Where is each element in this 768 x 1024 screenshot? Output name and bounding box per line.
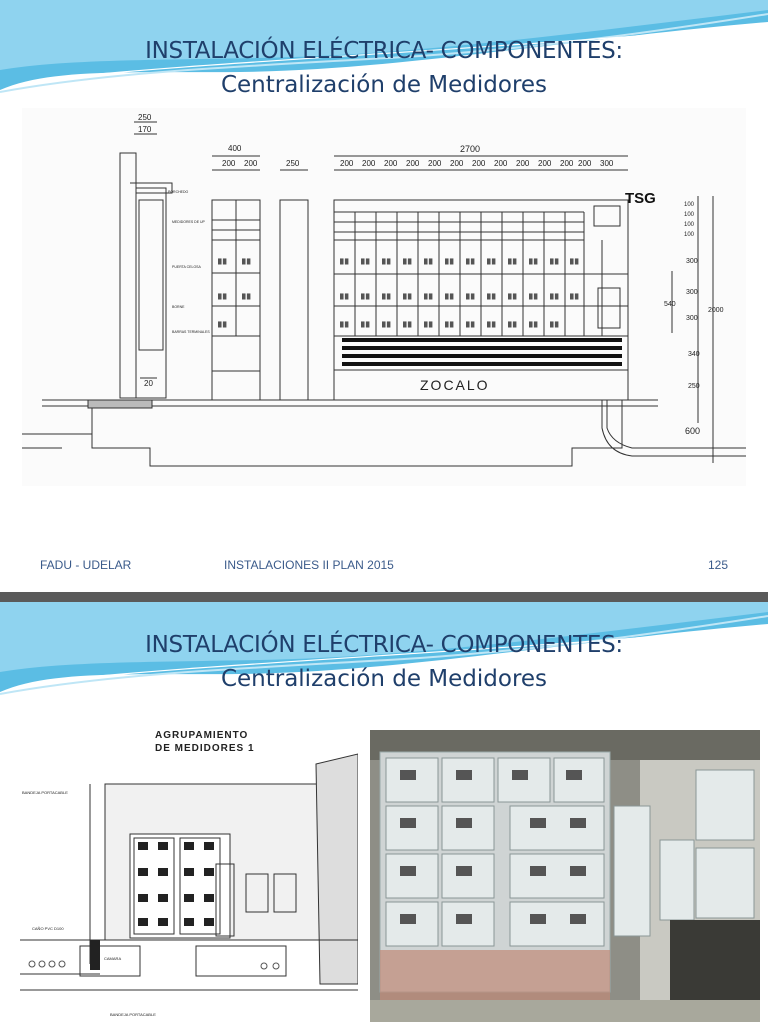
svg-text:█ █: █ █ [508, 322, 517, 328]
svg-text:█ █: █ █ [466, 322, 475, 328]
svg-text:540: 540 [664, 301, 676, 308]
svg-text:█ █: █ █ [445, 294, 454, 300]
meter-room-photo [370, 730, 760, 1022]
svg-text:█ █: █ █ [445, 259, 454, 265]
slide-title: INSTALACIÓN ELÉCTRICA- COMPONENTES: [145, 38, 623, 64]
slide-subtitle: Centralización de Medidores [220, 666, 548, 692]
svg-text:█ █: █ █ [403, 322, 412, 328]
svg-text:█ █: █ █ [424, 259, 433, 265]
svg-text:200: 200 [384, 159, 398, 168]
svg-text:█ █: █ █ [242, 294, 251, 300]
footer-page-number: 125 [708, 558, 729, 572]
slide-2 [0, 602, 768, 1024]
svg-text:CAÑO PVC D100: CAÑO PVC D100 [32, 926, 64, 931]
svg-text:340: 340 [688, 351, 700, 358]
svg-text:200: 200 [560, 159, 574, 168]
svg-text:█ █: █ █ [403, 294, 412, 300]
svg-text:█ █: █ █ [382, 294, 391, 300]
svg-text:BARRAS TERMINALES: BARRAS TERMINALES [172, 330, 210, 334]
svg-text:█ █: █ █ [487, 294, 496, 300]
drawing-heading: AGRUPAMIENTO [155, 730, 249, 741]
dim-label: 200 [222, 159, 236, 168]
svg-text:█ █: █ █ [529, 294, 538, 300]
dim-label: 250 [286, 159, 300, 168]
svg-text:200: 200 [362, 159, 376, 168]
dim-label: 170 [138, 125, 152, 134]
svg-text:200: 200 [516, 159, 530, 168]
svg-text:100: 100 [684, 202, 695, 208]
svg-text:█ █: █ █ [508, 259, 517, 265]
svg-text:█ █: █ █ [487, 259, 496, 265]
svg-text:20: 20 [144, 379, 153, 388]
svg-text:█ █: █ █ [424, 322, 433, 328]
tsg-label: TSG [625, 190, 656, 207]
svg-text:█ █: █ █ [340, 322, 349, 328]
svg-text:BORNE: BORNE [172, 305, 185, 309]
svg-text:200: 200 [578, 159, 592, 168]
svg-text:200: 200 [428, 159, 442, 168]
meter-cabinet-elevation-drawing [22, 108, 746, 486]
meter-grouping-section-drawing [20, 724, 358, 1024]
svg-text:█ █: █ █ [508, 294, 517, 300]
svg-text:█ █: █ █ [361, 322, 370, 328]
svg-text:BANDEJA PORTACABLE: BANDEJA PORTACABLE [110, 1012, 156, 1017]
svg-text:300: 300 [686, 258, 698, 265]
svg-text:█ █: █ █ [382, 322, 391, 328]
svg-text:100: 100 [684, 212, 695, 218]
svg-text:250: 250 [688, 383, 700, 390]
svg-text:100: 100 [684, 222, 695, 228]
svg-text:2000: 2000 [708, 307, 724, 314]
svg-text:300: 300 [686, 315, 698, 322]
svg-text:PORCHEDO: PORCHEDO [168, 190, 189, 194]
svg-text:█ █: █ █ [570, 294, 579, 300]
dim-label: 400 [228, 144, 242, 153]
drawing-heading: DE MEDIDORES 1 [155, 743, 255, 754]
svg-text:█ █: █ █ [242, 259, 251, 265]
svg-text:█ █: █ █ [361, 294, 370, 300]
slide-title: INSTALACIÓN ELÉCTRICA- COMPONENTES: [145, 632, 623, 658]
svg-text:CAMARA: CAMARA [104, 956, 122, 961]
svg-text:█ █: █ █ [550, 294, 559, 300]
svg-text:█ █: █ █ [445, 322, 454, 328]
svg-text:█ █: █ █ [487, 322, 496, 328]
svg-text:█ █: █ █ [382, 259, 391, 265]
svg-text:█ █: █ █ [340, 294, 349, 300]
footer-institution: FADU - UDELAR [40, 558, 132, 572]
svg-text:200: 200 [450, 159, 464, 168]
svg-text:█ █: █ █ [361, 259, 370, 265]
svg-text:200: 200 [538, 159, 552, 168]
svg-text:100: 100 [684, 232, 695, 238]
svg-text:█ █: █ █ [218, 294, 227, 300]
svg-text:300: 300 [686, 289, 698, 296]
svg-text:200: 200 [406, 159, 420, 168]
svg-text:█ █: █ █ [466, 259, 475, 265]
svg-text:█ █: █ █ [550, 322, 559, 328]
dim-label: 200 [244, 159, 258, 168]
svg-text:█ █: █ █ [218, 322, 227, 328]
svg-text:█ █: █ █ [403, 259, 412, 265]
svg-text:█ █: █ █ [550, 259, 559, 265]
svg-text:█ █: █ █ [218, 259, 227, 265]
zocalo-label: ZOCALO [420, 377, 490, 393]
svg-text:█ █: █ █ [340, 259, 349, 265]
svg-text:█ █: █ █ [424, 294, 433, 300]
dim-label: 2700 [460, 144, 481, 154]
dim-label: 250 [138, 113, 152, 122]
svg-text:200: 200 [472, 159, 486, 168]
svg-text:MEDIDORES DE UP: MEDIDORES DE UP [172, 220, 205, 224]
svg-text:600: 600 [685, 426, 701, 436]
svg-text:200: 200 [494, 159, 508, 168]
svg-text:BANDEJA PORTACABLE: BANDEJA PORTACABLE [22, 790, 68, 795]
slide-subtitle: Centralización de Medidores [220, 72, 548, 98]
svg-text:█ █: █ █ [466, 294, 475, 300]
dim-label: 300 [600, 159, 614, 168]
svg-text:█ █: █ █ [570, 259, 579, 265]
dim-label: 200 [340, 159, 354, 168]
footer-course: INSTALACIONES II PLAN 2015 [224, 558, 394, 572]
svg-text:█ █: █ █ [529, 259, 538, 265]
svg-text:█ █: █ █ [529, 322, 538, 328]
svg-text:PUERTA CELOSA: PUERTA CELOSA [172, 265, 201, 269]
